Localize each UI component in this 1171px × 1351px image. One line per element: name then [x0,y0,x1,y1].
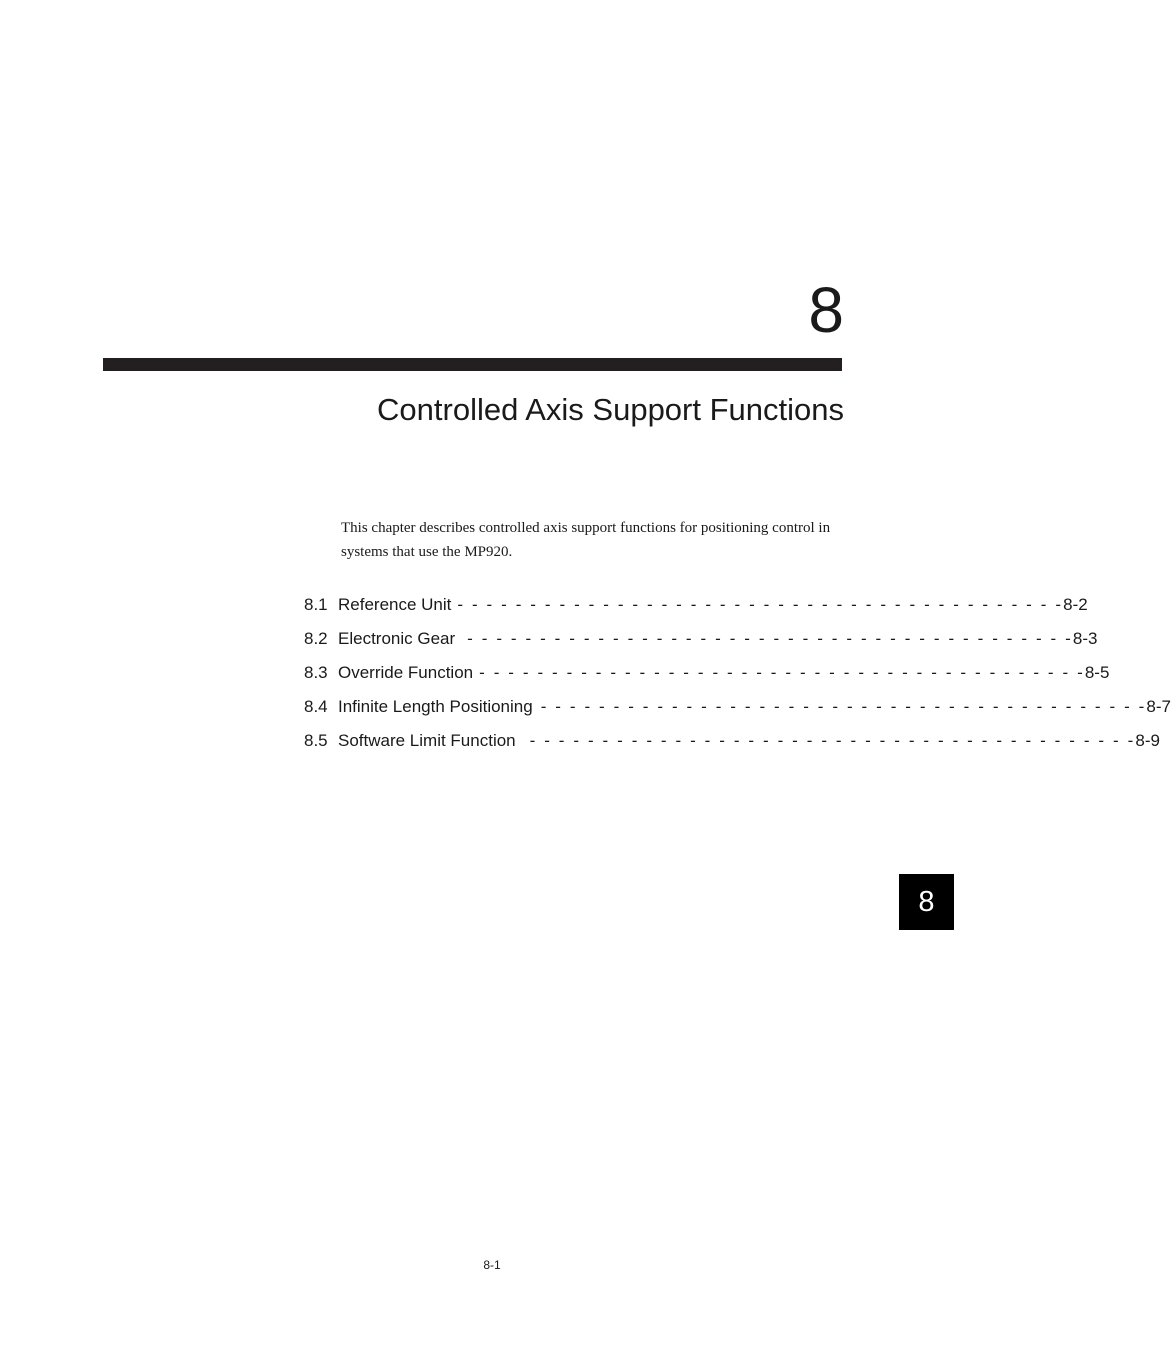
chapter-title-rule [103,358,842,371]
toc-entry-title: Infinite Length Positioning [338,697,533,716]
chapter-intro: This chapter describes controlled axis support functions for positioning control in systems that use the MP920. [341,520,831,560]
toc-entry-number: 8.3 [304,663,328,682]
chapter-number: 8 [808,274,844,346]
toc-entry-number: 8.4 [304,697,328,716]
toc-entry-page: 8-2 [1063,595,1088,614]
toc-entry-title: Electronic Gear [338,629,456,648]
toc-entry-page: 8-5 [1084,663,1110,682]
toc-leader-dots: - - - - - - - - - - - - - - - - - - - - - - - - - - - - - - - - - - - - - - - - - - [457,595,1064,614]
toc-leader-dots: - - - - - - - - - - - - - - - - - - - - - - - - - - - - - - - - - - - - - - - - - - [529,731,1136,750]
toc-entry-8-3[interactable] [304,659,1110,693]
toc-entry-title: Reference Unit [338,595,452,614]
toc-entry-page: 8-7 [1146,697,1171,716]
toc-leader-dots: - - - - - - - - - - - - - - - - - - - - - - - - - - - - - - - - - - - - - - - - - - [467,629,1073,648]
chapter-side-tab: 8 [899,874,954,930]
toc-entry-title: Software Limit Function [338,731,516,750]
toc-entry-8-5[interactable] [304,727,1160,761]
toc-entry-number: 8.1 [304,595,328,614]
toc-entry-8-1[interactable] [304,591,1088,625]
toc-leader-dots: - - - - - - - - - - - - - - - - - - - - - - - - - - - - - - - - - - - - - - - - - - [540,697,1147,716]
toc-entry-page: 8-3 [1072,629,1098,648]
chapter-title: Controlled Axis Support Functions [377,392,844,427]
toc-entry-number: 8.2 [304,629,328,648]
toc-entry-page: 8-9 [1135,731,1160,750]
toc-entry-8-4[interactable] [304,693,1171,727]
toc-leader-dots: - - - - - - - - - - - - - - - - - - - - - - - - - - - - - - - - - - - - - - - - - - [479,663,1085,682]
page-number: 8-1 [483,1258,501,1272]
table-of-contents [304,591,1171,761]
toc-entry-title: Override Function [338,663,474,682]
toc-entry-8-2[interactable] [304,625,1098,659]
toc-entry-number: 8.5 [304,731,328,750]
